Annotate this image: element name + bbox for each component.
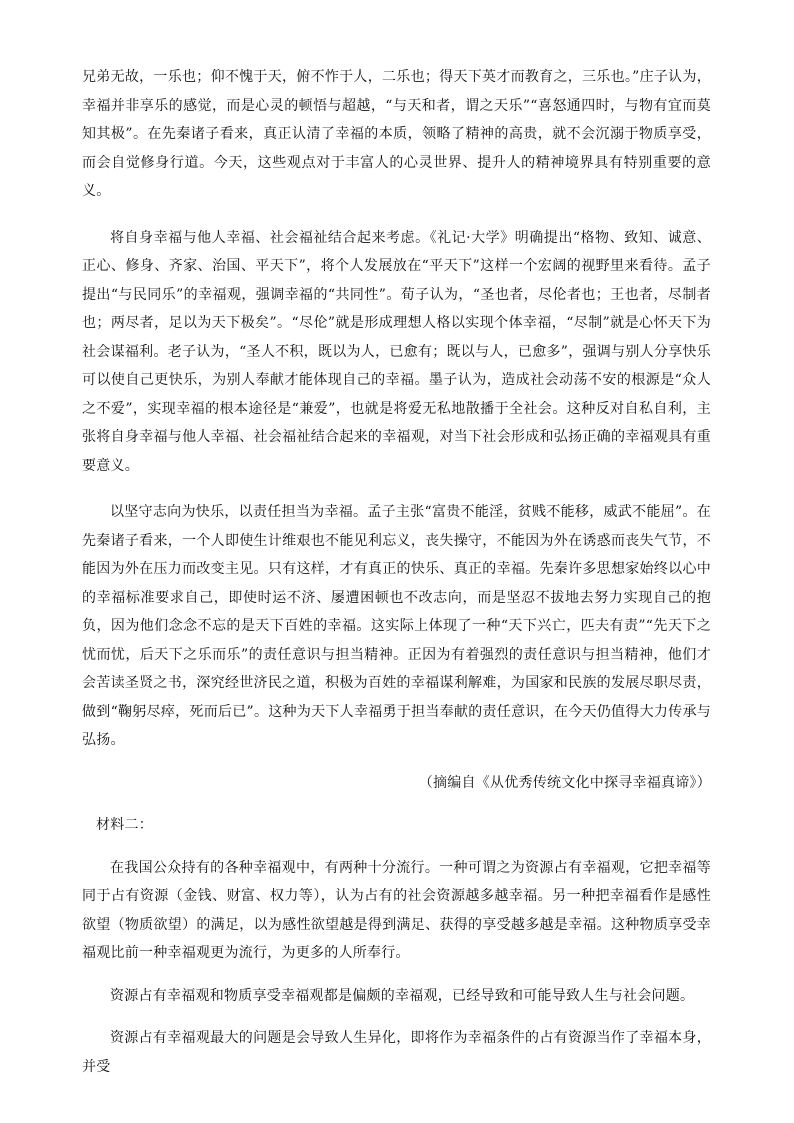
paragraph-responsibility: 以坚守志向为快乐，以责任担当为幸福。孟子主张“富贵不能淫，贫贱不能移，威武不能屈”。在先秦诸子看来，一个人即使生计维艰也不能见利忘义，丧失操守，不能因为外在诱惑而丧失气节，不能因为外在压力而改变主见。只有这样，才有真正的快乐、真正的幸福。先秦许多思想家始终以心中的幸福标准要求自己，即使时运不济、屡遭困顿也不改志向，而是坚忍不拔地去努力实现自己的抱负，因为他们念念不忘的是天下百姓的幸福。这实际上体现了一种“天下兴亡，匹夫有责”“先天下之忧而忧，后天下之乐而乐”的责任意识与担当精神。正因为有着强烈的责任意识与担当精神，他们才会苦读圣贤之书，深究经世济民之道，积极为百姓的幸福谋利解难，为国家和民族的发展尽职尽责，做到“鞠躬尽瘁，死而后已”。这种为天下人幸福勇于担当奉献的责任意识，在今天仍值得大力传承与弘扬。 xyxy=(82,504,711,748)
source-note: （摘编自《从优秀传统文化中探寻幸福真谛》） xyxy=(418,774,711,791)
material-two-heading: 材料二： xyxy=(96,817,153,833)
paragraph-alienation: 资源占有幸福观最大的问题是会导致人生异化，即将作为幸福条件的占有资源当作了幸福本身，并受 xyxy=(82,1030,711,1075)
paragraph-continuation: 兄弟无故，一乐也；仰不愧于天，俯不怍于人，二乐也；得天下英才而教育之，三乐也。”庄子认为，幸福并非享乐的感觉，而是心灵的顿悟与超越，“与天和者，谓之天乐”“喜怒通四时，与物有宜而莫知其极”。在先秦诸子看来，真正认清了幸福的本质，领略了精神的高贵，就不会沉溺于物质享受，而会自觉修身行道。今天，这些观点对于丰富人的心灵世界、提升人的精神境界具有特别重要的意义。 xyxy=(82,69,711,199)
paragraph-social-welfare: 将自身幸福与他人幸福、社会福祉结合起来考虑。《礼记·大学》明确提出“格物、致知、诚意、正心、修身、齐家、治国、平天下”，将个人发展放在“平天下”这样一个宏阔的视野里来看待。孟子提出“与民同乐”的幸福观，强调幸福的“共同性”。荀子认为，“圣也者，尽伦者也；王也者，尽制者也；两尽者，足以为天下极矣”。“尽伦”就是形成理想人格以实现个体幸福，“尽制”就是心怀天下为社会谋福利。老子认为，“圣人不积，既以为人，已愈有；既以与人，已愈多”，强调与别人分享快乐可以使自己更快乐，为别人奉献才能体现自己的幸福。墨子认为，造成社会动荡不安的根源是“众人之不爱”，实现幸福的根本途径是“兼爱”，也就是将爱无私地散播于全社会。这种反对自私自利，主张将自身幸福与他人幸福、社会福祉结合起来的幸福观，对当下社会形成和弘扬正确的幸福观具有重要意义。 xyxy=(82,229,711,474)
paragraph-two-views: 在我国公众持有的各种幸福观中，有两种十分流行。一种可谓之为资源占有幸福观，它把幸福等同于占有资源（金钱、财富、权力等），认为占有的社会资源越多越幸福。另一种把幸福看作是感性欲望（物质欲望）的满足，以为感性欲望越是得到满足、获得的享受越多越是幸福。这种物质享受幸福观比前一种幸福观更为流行，为更多的人所奉行。 xyxy=(82,859,711,961)
paragraph-biased-views: 资源占有幸福观和物质享受幸福观都是偏颇的幸福观，已经导致和可能导致人生与社会问题。 xyxy=(110,987,695,1004)
